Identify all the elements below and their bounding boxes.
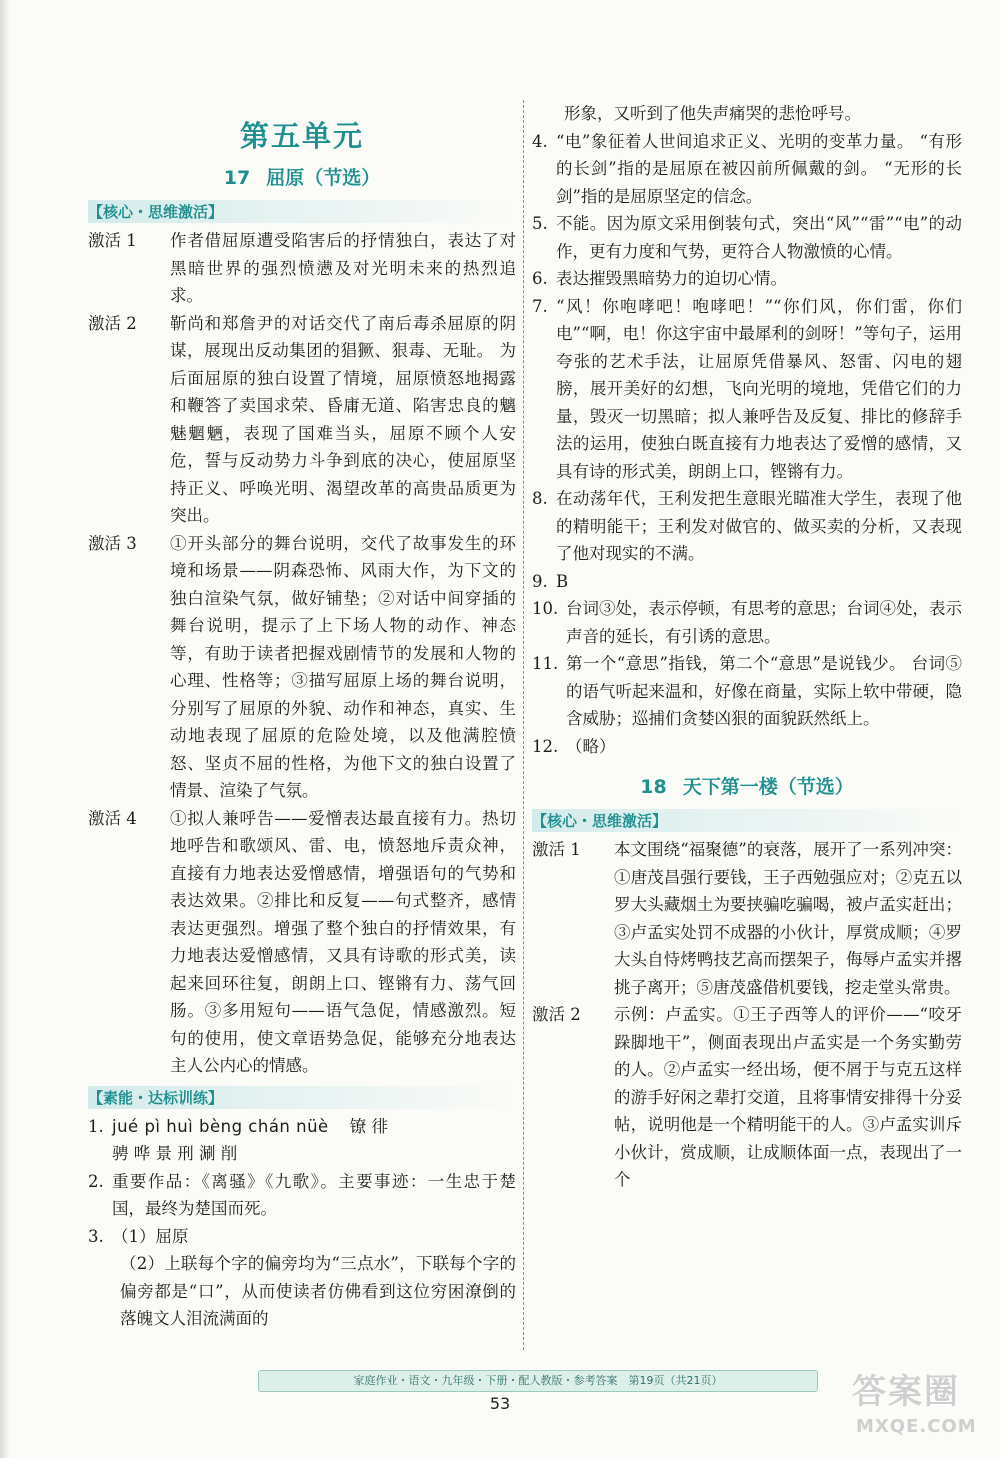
character-answers-1: 镣 徘 <box>349 1116 388 1136</box>
column-divider <box>523 100 524 1350</box>
page-edge-shadow <box>0 0 10 1458</box>
question-text: “风！你咆哮吧！咆哮吧！”“你们风，你们雷，你们电”“啊，电！你这宇宙中最犀利的剑呀！”等句子，运用夸张的艺术手法，让屈原凭借暴风、怒雷、闪电的翅膀，展开美好的幻想，飞向光明的境地，凭借它们的力量，毁灭一切黑暗；拟人兼呼告及反复、排比的修辞手法的运用，使独白既直接有力地表达了爱憎的感情，又具有诗的形式美，朗朗上口，铿锵有力。 <box>556 296 962 481</box>
footer-bar: 家庭作业・语文・九年级・下册・配人教版・参考答案 第19页（共21页） <box>258 1370 818 1392</box>
question-text: 重要作品：《离骚》《九歌》。主要事迹：一生忠于楚国，最终为楚国而死。 <box>112 1171 516 1218</box>
activation-item <box>88 310 516 530</box>
question-text: （1）屈原 <box>112 1226 189 1246</box>
activation-text: 示例：卢孟实。①王子西等人的评价——“咬牙跺脚地干”，侧面表现出卢孟实是一个务实勤劳的人。②卢孟实一经出场，便不屑于与克五这样的游手好闲之辈打交道，且将事情安排得十分妥帖，说明他是一个精明能干的人。③卢孟实训斥小伙计，赏成顺，让成顺体面一点，表现出了一个 <box>614 1005 962 1189</box>
question-item <box>88 1113 516 1168</box>
site-watermark <box>846 1364 986 1448</box>
lesson-18-name: 天下第一楼（节选） <box>682 776 854 798</box>
activation-item <box>532 1001 962 1194</box>
question-item <box>532 733 962 761</box>
activation-item <box>532 836 962 1001</box>
lesson-17-number: 17 <box>223 167 251 189</box>
question-number: 10. <box>532 599 559 618</box>
question-number: 6. <box>532 269 548 288</box>
question-item <box>532 650 962 733</box>
question-number: 11. <box>532 654 559 673</box>
question-text: 第一个“意思”指钱，第二个“意思”是说钱少。 台词⑤的语气听起来温和，好像在商量，实际上软中带硬，隐含威胁；巡捕们贪婪凶狠的面貌跃然纸上。 <box>566 654 962 728</box>
question-3-sub-2: （2）上联每个字的偏旁均为“三点水”，下联每个字的偏旁都是“口”，从而使读者仿佛看到这位穷困潦倒的落魄文人泪流满面的 <box>120 1254 516 1328</box>
activation-label: 激活 3 <box>88 533 137 553</box>
watermark-logo-text: 答案圈 <box>852 1372 960 1412</box>
left-column <box>88 100 516 1333</box>
question-text: 在动荡年代，王利发把生意眼光瞄准大学生，表现了他的精明能干；王利发对做官的、做买卖的分析，又表现了他对现实的不满。 <box>556 489 962 563</box>
character-answers-2: 骋 哗 景 刑 涮 削 <box>112 1144 238 1163</box>
question-number: 3. <box>88 1226 104 1246</box>
question-number: 1. <box>88 1116 104 1136</box>
section-core-heading-2: 【核心・思维激活】 <box>532 809 962 832</box>
question-text: 表达摧毁黑暗势力的迫切心情。 <box>556 269 787 288</box>
question-number: 12. <box>532 736 559 756</box>
activation-label: 激活 2 <box>532 1005 581 1024</box>
activation-item <box>88 805 516 1080</box>
question-item <box>532 595 962 650</box>
activation-text: 本文围绕“福聚德”的衰落，展开了一系列冲突：①唐茂昌强行要钱，王子西勉强应对；②克五以罗大头藏烟土为要挟骗吃骗喝，被卢孟实赶出；③卢孟实处罚不成器的小伙计，厚赏成顺；④罗大头自恃烤鸭技艺高而摆架子，侮辱卢孟实并撂挑子离开；⑤唐茂盛借机要钱，挖走堂头常贵。 <box>614 840 962 997</box>
pinyin-answers: jué pì huì bèng chán nüè <box>112 1116 329 1136</box>
lesson-18-title <box>532 772 962 799</box>
question-number: 7. <box>532 296 548 316</box>
activation-item <box>88 227 516 310</box>
watermark-url: MXQE.COM <box>856 1416 977 1437</box>
continued-text: 形象，又听到了他失声痛哭的悲怆呼号。 <box>564 104 861 123</box>
question-text: 台词③处，表示停顿，有思考的意思；台词④处，表示声音的延长，有引诱的意思。 <box>566 599 962 646</box>
question-text: “电”象征着人世间追求正义、光明的变革力量。 “有形的长剑”指的是屈原在被囚前所佩戴的剑。 “无形的长剑”指的是屈原坚定的信念。 <box>556 131 962 206</box>
unit-title: 第五单元 <box>239 119 364 153</box>
activation-text: 靳尚和郑詹尹的对话交代了南后毒杀屈原的阴谋，展现出反动集团的猖獗、狠毒、无耻。 为后面屈原的独白设置了情境，屈原愤怒地揭露和鞭答了卖国求荣、昏庸无道、陷害忠良的魑魅魍魉，表现了国难当头，屈原不顾个人安危，誓与反动势力斗争到底的决心，使屈原坚持正义、呼唤光明、渴望改革的高贵品质更为突出。 <box>170 313 516 525</box>
page-number: 53 <box>489 1394 511 1413</box>
lesson-18-number: 18 <box>640 776 667 798</box>
right-column <box>532 100 962 1194</box>
question-text: 不能。因为原文采用倒装句式，突出“风”“雷”“电”的动作，更有力度和气势，更符合人物激愤的心情。 <box>556 214 962 261</box>
question-number: 5. <box>532 214 548 233</box>
question-number: 8. <box>532 489 548 508</box>
question-item <box>532 293 962 486</box>
activation-text: ①开头部分的舞台说明，交代了故事发生的环境和场景——阴森恐怖、风雨大作，为下文的独白渲染气氛，做好铺垫；②对话中间穿插的舞台说明，提示了上下场人物的动作、神态等，有助于读者把握戏剧情节的发展和人物的心理、性格等；③描写屈原上场的舞台说明，分别写了屈原的外貌、动作和神态，真实、生动地表现了屈原的危险处境，以及他满腔愤怒、坚贞不屈的性格，为他下文的独白设置了情景、渲染了气氛。 <box>170 533 516 800</box>
question-item <box>88 1223 516 1251</box>
question-text: （略） <box>566 736 616 756</box>
activation-text: 作者借屈原遭受陷害后的抒情独白，表达了对黑暗世界的强烈愤懑及对光明未来的热烈追求。 <box>170 231 516 305</box>
question-item <box>532 485 962 568</box>
section-core-heading: 【核心・思维激活】 <box>88 200 516 223</box>
question-item <box>532 128 962 211</box>
activation-label: 激活 2 <box>88 313 137 333</box>
question-item <box>532 210 962 265</box>
lesson-17-name: 屈原（节选） <box>266 167 381 189</box>
question-item <box>532 265 962 293</box>
activation-label: 激活 4 <box>88 808 137 828</box>
activation-label: 激活 1 <box>88 231 137 250</box>
activation-text: ①拟人兼呼告——爱憎表达最直接有力。热切地呼告和歌颂风、雷、电，愤怒地斥责众神，直接有力地表达爱憎感情，增强语句的气势和表达效果。②排比和反复——句式整齐，感情表达更强烈。增强了整个独白的抒情效果，有力地表达爱憎感情，又具有诗歌的形式美，读起来回环往复，朗朗上口、铿锵有力、荡气回肠。③多用短句——语气急促，情感激烈。短句的使用，使文章语势急促，能够充分地表达主人公内心的情感。 <box>170 808 516 1075</box>
section-train-heading: 【素能・达标训练】 <box>88 1086 516 1109</box>
question-text: B <box>556 571 569 591</box>
activation-item <box>88 530 516 805</box>
activation-label: 激活 1 <box>532 840 581 859</box>
question-item <box>532 568 962 596</box>
question-number: 2. <box>88 1171 104 1191</box>
question-number: 9. <box>532 571 548 591</box>
question-item <box>88 1168 516 1223</box>
question-1-body <box>112 1113 516 1168</box>
lesson-17-title <box>88 163 516 190</box>
question-number: 4. <box>532 131 548 151</box>
